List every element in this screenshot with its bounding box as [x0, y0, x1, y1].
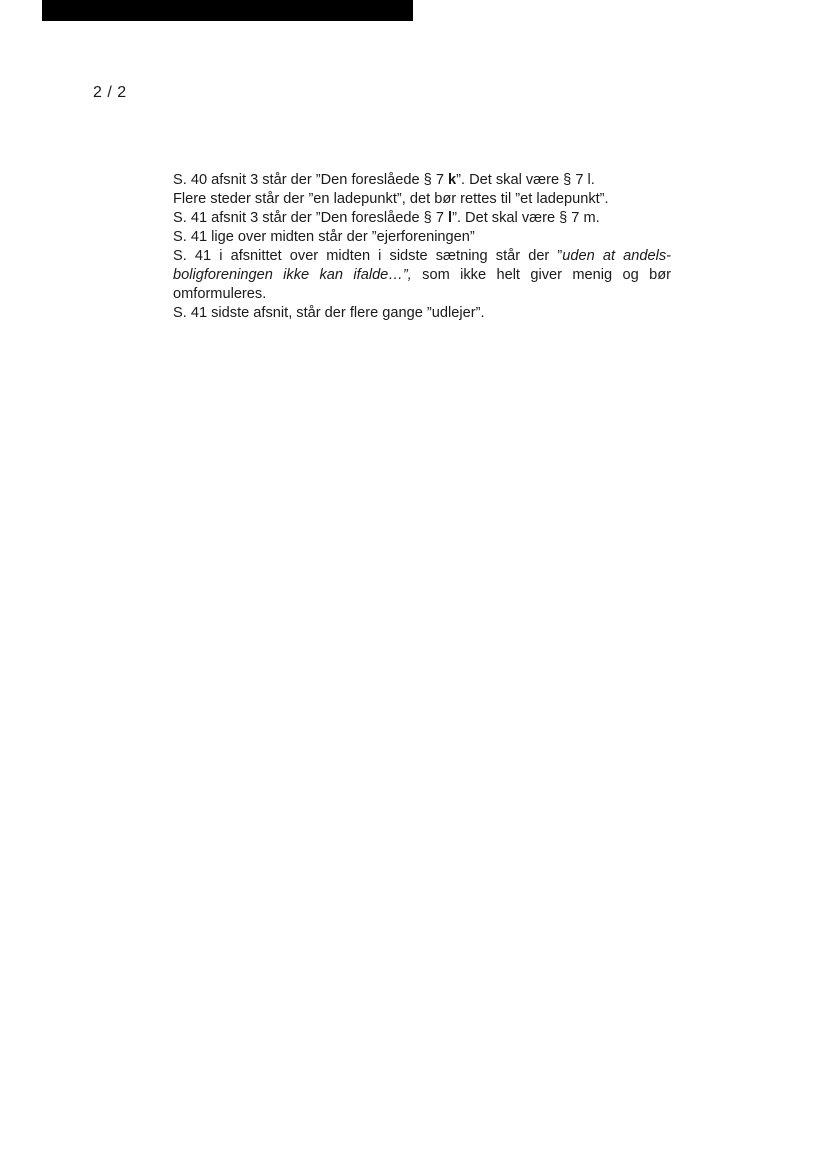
note-line-5-post: som ikke helt giver menig og bør omformuleres. — [173, 267, 671, 302]
note-line-2: Flere steder står der ”en ladepunkt”, det bør rettes til ”et ladepunkt”. — [173, 191, 609, 207]
note-line-6: S. 41 sidste afsnit, står der flere gange ”udlejer”. — [173, 305, 485, 321]
page-number: 2 / 2 — [93, 84, 127, 101]
note-line-5-pre: S. 41 i afsnittet over midten i sidste sætning står der ” — [173, 248, 563, 264]
note-line-3-post: ”. Det skal være § 7 m. — [452, 210, 600, 226]
note-line-3-bold: l — [448, 210, 453, 226]
note-line-3 — [173, 209, 671, 228]
note-line-5-italic: uden at andelsboligforeningen ikke kan ifalde…”, — [173, 248, 671, 283]
note-line-1-pre: S. 40 afsnit 3 står der ”Den foreslåede § 7 — [173, 172, 449, 188]
redaction-bar — [42, 0, 413, 21]
note-line-4: S. 41 lige over midten står der ”ejerforeningen” — [173, 229, 475, 245]
notes-text-block — [173, 171, 671, 323]
note-line-1-bold: k — [448, 172, 457, 188]
note-line-1-post: ”. Det skal være § 7 l. — [456, 172, 595, 188]
note-line-3-pre: S. 41 afsnit 3 står der ”Den foreslåede § 7 — [173, 210, 449, 226]
note-line-1 — [173, 171, 671, 190]
note-line-5 — [173, 247, 671, 304]
